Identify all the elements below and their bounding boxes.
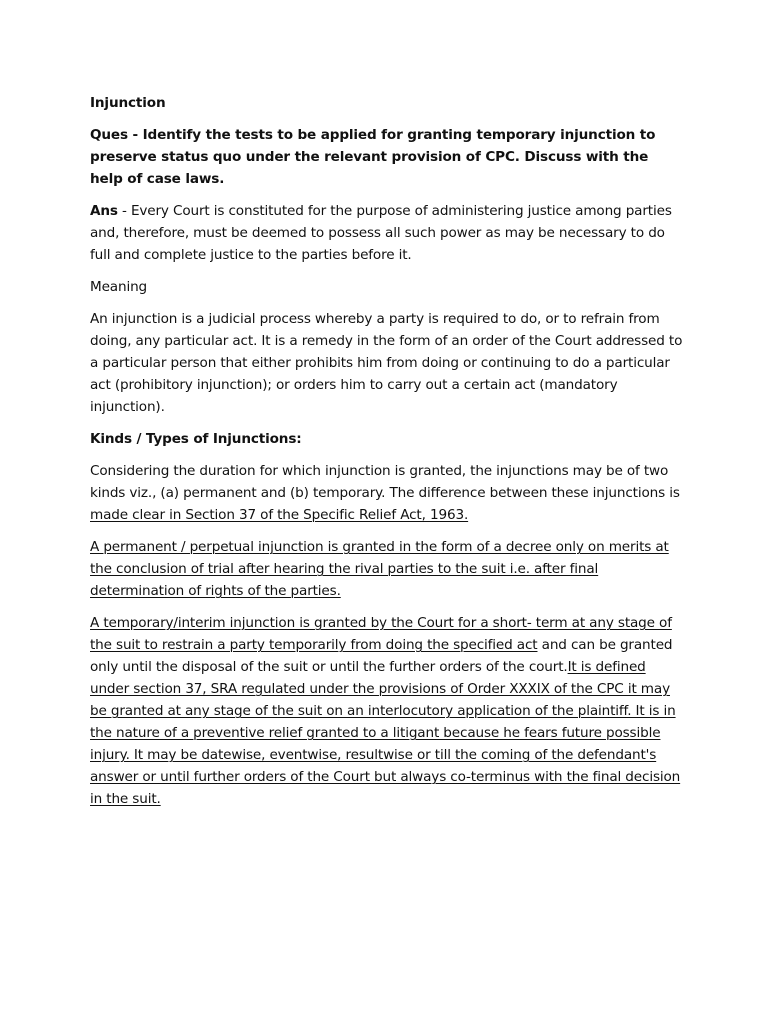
temporary-injunction-paragraph [90,612,685,810]
meaning-heading: Meaning [90,279,148,295]
permanent-injunction-paragraph: A permanent / perpetual injunction is granted in the form of a decree only on merits at the conclusion of trial after hearing the rival parties to the suit i.e. after final determination of rights of the parties. [90,539,669,599]
kinds-heading: Kinds / Types of Injunctions: [90,431,302,447]
kinds-paragraph [90,460,685,526]
answer-paragraph [90,200,685,266]
temporary-underlined-text-1: A temporary/interim injunction is granted by the Court for a short- term at any stage of the suit to restrain a party temporarily from doing the specified act [90,615,672,653]
kinds-text: Considering the duration for which injunction is granted, the injunctions may be of two kinds viz., (a) permanent and (b) temporary. The difference between these injunctions is [90,463,680,501]
answer-text: - Every Court is constituted for the purpose of administering justice among parties and, therefore, must be deemed to possess all such power as may be necessary to do full and complete justice to the parties before it. [90,203,672,263]
temporary-plain-text: and can be granted only until the disposal of the suit or until the further orders of the court. [90,637,673,675]
answer-label: Ans [90,203,118,219]
kinds-underlined-text: made clear in Section 37 of the Specific Relief Act, 1963. [90,507,469,523]
temporary-underlined-text-2: It is defined under section 37, SRA regulated under the provisions of Order XXXIX of the CPC it may be granted at any stage of the suit on an interlocutory application of the plaintiff. It is in the nature of a preventive relief granted to a litigant because he fears future possible injury. It may be datewise, eventwise, resultwise or till the coming of the defendant's answer or until further orders of the Court but always co-terminus with the final decision in the suit. [90,659,681,807]
meaning-paragraph: An injunction is a judicial process whereby a party is required to do, or to refrain from doing, any particular act. It is a remedy in the form of an order of the Court addressed to a particular person that either prohibits him from doing or continuing to do a particular act (prohibitory injunction); or orders him to carry out a certain act (mandatory injunction). [90,311,683,415]
document-page [90,92,685,820]
question-paragraph: Ques - Identify the tests to be applied for granting temporary injunction to preserve status quo under the relevant provision of CPC. Discuss with the help of case laws. [90,127,656,187]
document-title: Injunction [90,95,166,111]
